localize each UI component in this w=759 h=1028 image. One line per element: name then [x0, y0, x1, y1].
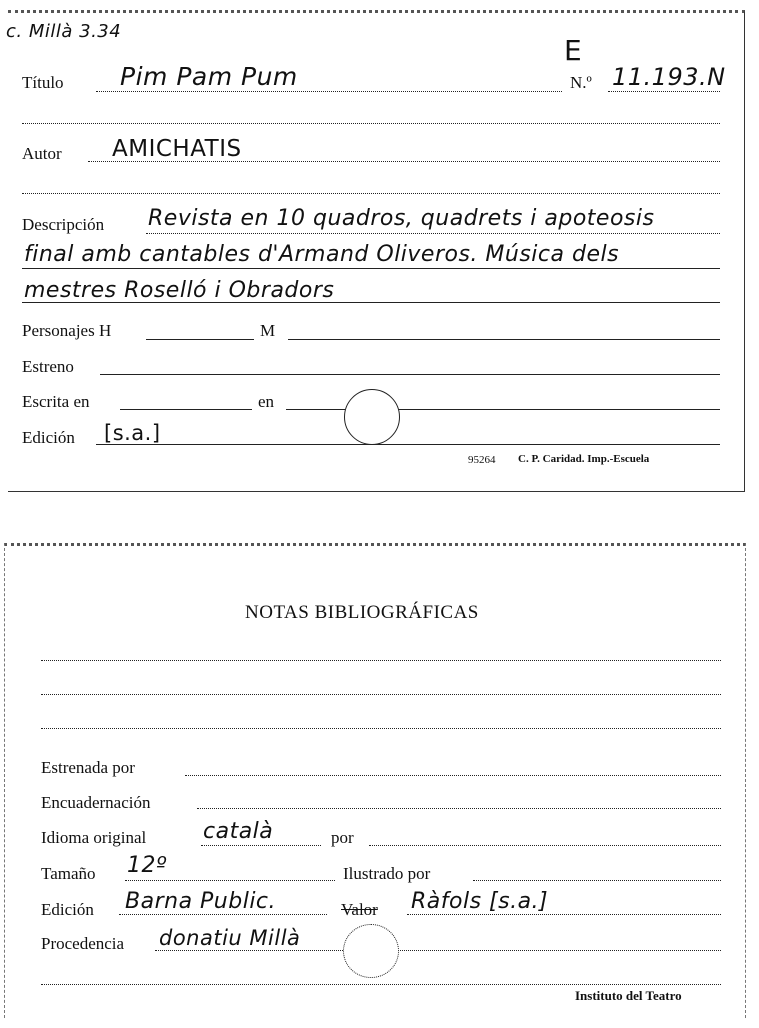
idioma-label: Idioma original: [41, 828, 147, 847]
printer-name: C. P. Caridad. Imp.-Escuela: [518, 453, 650, 465]
valor-value: Ràfols [s.a.]: [411, 889, 549, 914]
corner-note: c. Millà 3.34: [6, 21, 122, 42]
encuadernacion-label: Encuadernación: [41, 793, 151, 812]
titulo-label: Título: [22, 73, 64, 92]
ilustrado-label: Ilustrado por: [343, 864, 431, 883]
tamano-value: 12º: [127, 853, 167, 878]
tamano-label: Tamaño: [41, 864, 96, 883]
autor-label: Autor: [22, 144, 62, 163]
procedencia-value: donatiu Millà: [159, 926, 301, 950]
marker-letter: E: [564, 34, 583, 67]
descripcion-line-2: final amb cantables d'Armand Oliveros. Música dels: [24, 242, 620, 267]
procedencia-label: Procedencia: [41, 934, 125, 953]
estreno-label: Estreno: [22, 357, 74, 376]
titulo-value: Pim Pam Pum: [120, 62, 298, 91]
descripcion-line-3: mestres Roselló i Obradors: [24, 278, 335, 303]
edicion-label-bottom: Edición: [41, 900, 94, 919]
notas-heading: NOTAS BIBLIOGRÁFICAS: [245, 602, 479, 623]
descripcion-line-1: Revista en 10 quadros, quadrets i apoteosis: [148, 206, 655, 231]
estrenada-label: Estrenada por: [41, 758, 135, 777]
escrita-en-label: en: [258, 392, 275, 411]
numero-value: 11.193.N: [612, 63, 726, 91]
catalog-card-front: [8, 10, 745, 492]
punch-hole: [344, 389, 400, 445]
catalog-card-back: [4, 543, 746, 1018]
punch-hole-bottom: [343, 924, 399, 978]
valor-label: Valor: [341, 900, 378, 919]
edicion-value-bottom: Barna Public.: [125, 889, 277, 914]
edicion-label: Edición: [22, 428, 75, 447]
numero-label: N.º: [570, 73, 592, 92]
personajes-label: Personajes H: [22, 321, 112, 340]
printer-code: 95264: [468, 454, 496, 466]
escrita-label: Escrita en: [22, 392, 90, 411]
autor-value: AMICHATIS: [112, 136, 242, 162]
institution-name: Instituto del Teatro: [575, 988, 682, 1003]
edicion-value: [s.a.]: [104, 421, 161, 445]
personajes-m-label: M: [260, 321, 276, 340]
idioma-value: català: [203, 819, 274, 844]
idioma-por-label: por: [331, 828, 354, 847]
descripcion-label: Descripción: [22, 215, 105, 234]
